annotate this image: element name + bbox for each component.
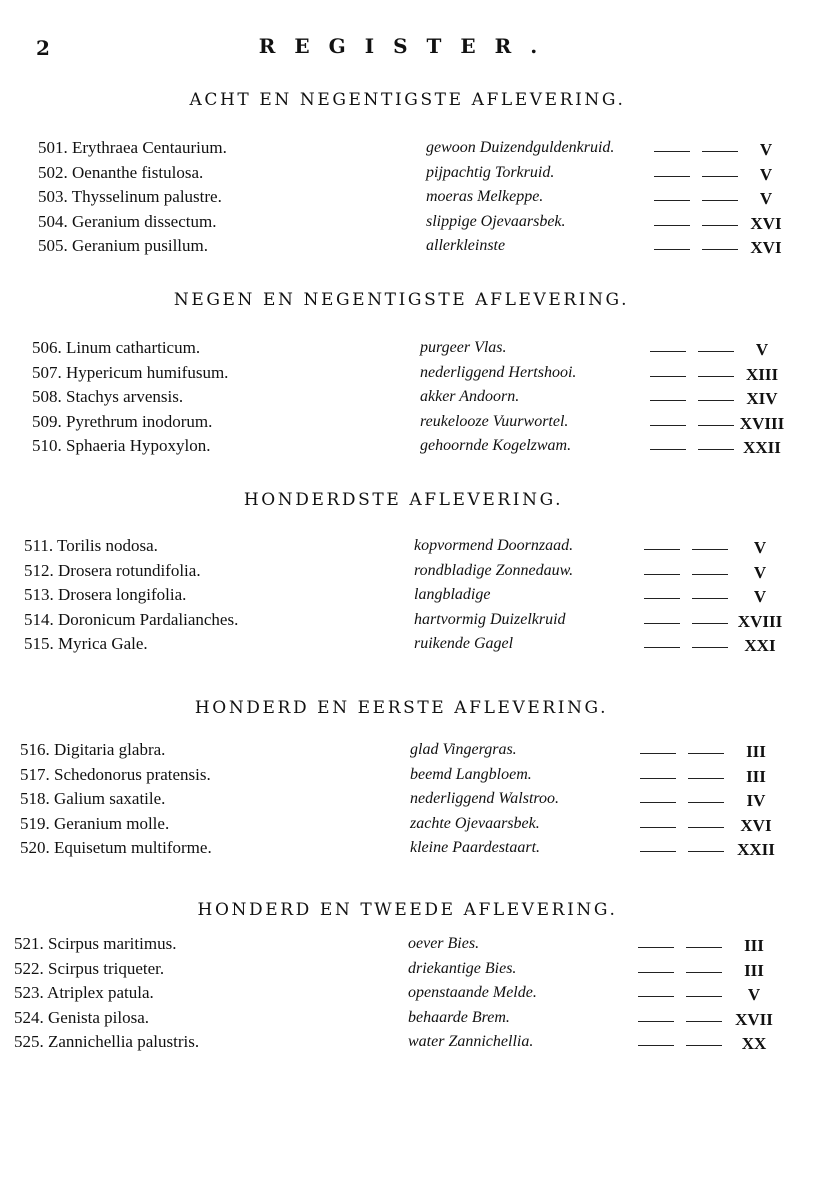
dutch-name: moeras Melkeppe. bbox=[426, 188, 544, 205]
register-entry bbox=[0, 765, 815, 789]
dutch-name: driekantige Bies. bbox=[408, 959, 517, 977]
plate-number: XVII bbox=[735, 1009, 773, 1029]
latin-name: 501. Erythraea Centaurium. bbox=[38, 138, 227, 157]
register-entry bbox=[0, 814, 815, 838]
latin-name: 522. Scirpus triqueter. bbox=[14, 958, 165, 978]
dutch-name: kopvormend Doornzaad. bbox=[414, 537, 574, 554]
latin-name: 505. Geranium pusillum. bbox=[38, 236, 208, 255]
dutch-name: beemd Langbloem. bbox=[410, 765, 532, 783]
dutch-name: reukelooze Vuurwortel. bbox=[420, 412, 569, 430]
leader-dash bbox=[688, 753, 724, 754]
register-entry bbox=[0, 1008, 815, 1032]
dutch-name: allerkleinste bbox=[426, 237, 506, 254]
page-number: 2 bbox=[36, 36, 50, 60]
latin-name: 517. Schedonorus pratensis. bbox=[20, 764, 211, 784]
plate-number: XXII bbox=[737, 840, 775, 859]
plate-number: V bbox=[747, 985, 761, 1004]
leader-dash bbox=[644, 623, 680, 624]
register-entry bbox=[0, 536, 815, 560]
leader-dash bbox=[688, 827, 724, 828]
leader-dash bbox=[686, 996, 722, 997]
register-entry bbox=[0, 236, 815, 260]
dutch-name: rondbladige Zonnedauw. bbox=[414, 561, 574, 579]
register-entry bbox=[0, 363, 815, 387]
latin-name: 502. Oenanthe fistulosa. bbox=[38, 162, 204, 182]
latin-name: 504. Geranium dissectum. bbox=[38, 211, 217, 231]
plate-number: V bbox=[753, 562, 767, 582]
dutch-name: langbladige bbox=[414, 586, 491, 603]
register-entry bbox=[0, 436, 815, 460]
leader-dash bbox=[640, 851, 676, 852]
register-entry bbox=[0, 959, 815, 983]
leader-dash bbox=[692, 598, 728, 599]
dutch-name: nederliggend Hertshooi. bbox=[420, 363, 577, 381]
register-entry bbox=[0, 634, 815, 658]
plate-number: V bbox=[755, 340, 769, 359]
leader-dash bbox=[650, 376, 686, 377]
dutch-name: nederliggend Walstroo. bbox=[410, 790, 560, 807]
plate-number: III bbox=[744, 960, 764, 980]
latin-name: 503. Thysselinum palustre. bbox=[38, 187, 222, 206]
register-entry bbox=[0, 934, 815, 958]
leader-dash bbox=[638, 1021, 674, 1022]
latin-name: 511. Torilis nodosa. bbox=[24, 536, 158, 555]
leader-dash bbox=[698, 449, 734, 450]
plate-number: XXI bbox=[744, 636, 776, 655]
register-entry bbox=[0, 740, 815, 764]
register-entry bbox=[0, 561, 815, 585]
leader-dash bbox=[650, 351, 686, 352]
plate-number: XVI bbox=[750, 238, 782, 257]
dutch-name: behaarde Brem. bbox=[408, 1008, 510, 1026]
dutch-name: water Zannichellia. bbox=[408, 1033, 534, 1050]
plate-number: XVIII bbox=[737, 611, 783, 631]
register-entry bbox=[0, 585, 815, 609]
plate-number: V bbox=[759, 189, 773, 208]
plate-number: XVIII bbox=[739, 413, 785, 433]
section-title: HONDERDSTE AFLEVERING. bbox=[243, 490, 564, 510]
dutch-name: oever Bies. bbox=[408, 935, 480, 952]
leader-dash bbox=[698, 400, 734, 401]
leader-dash bbox=[640, 827, 676, 828]
section-title: ACHT EN NEGENTIGSTE AFLEVERING. bbox=[189, 90, 626, 110]
dutch-name: openstaande Melde. bbox=[408, 984, 537, 1001]
latin-name: 509. Pyrethrum inodorum. bbox=[32, 411, 213, 431]
register-entry bbox=[0, 163, 815, 187]
leader-dash bbox=[688, 802, 724, 803]
leader-dash bbox=[686, 947, 722, 948]
latin-name: 513. Drosera longifolia. bbox=[24, 585, 187, 604]
plate-number: V bbox=[759, 140, 773, 159]
register-entry bbox=[0, 983, 815, 1007]
latin-name: 518. Galium saxatile. bbox=[20, 789, 166, 808]
leader-dash bbox=[654, 176, 690, 177]
dutch-name: gehoornde Kogelzwam. bbox=[420, 437, 572, 454]
latin-name: 507. Hypericum humifusum. bbox=[32, 362, 229, 382]
leader-dash bbox=[644, 598, 680, 599]
plate-number: V bbox=[753, 538, 767, 557]
dutch-name: glad Vingergras. bbox=[410, 741, 517, 758]
plate-number: XVI bbox=[750, 213, 782, 233]
leader-dash bbox=[688, 851, 724, 852]
latin-name: 516. Digitaria glabra. bbox=[20, 740, 166, 759]
leader-dash bbox=[640, 778, 676, 779]
dutch-name: ruikende Gagel bbox=[414, 635, 514, 652]
latin-name: 515. Myrica Gale. bbox=[24, 634, 148, 653]
leader-dash bbox=[638, 972, 674, 973]
plate-number: III bbox=[744, 936, 764, 955]
leader-dash bbox=[640, 802, 676, 803]
register-entry bbox=[0, 212, 815, 236]
dutch-name: gewoon Duizendguldenkruid. bbox=[426, 139, 615, 156]
leader-dash bbox=[692, 574, 728, 575]
latin-name: 520. Equisetum multiforme. bbox=[20, 838, 212, 857]
leader-dash bbox=[686, 972, 722, 973]
leader-dash bbox=[650, 400, 686, 401]
register-entry bbox=[0, 338, 815, 362]
leader-dash bbox=[644, 574, 680, 575]
latin-name: 510. Sphaeria Hypoxylon. bbox=[32, 436, 211, 455]
leader-dash bbox=[702, 151, 738, 152]
latin-name: 506. Linum catharticum. bbox=[32, 338, 201, 357]
leader-dash bbox=[638, 996, 674, 997]
latin-name: 525. Zannichellia palustris. bbox=[14, 1032, 200, 1051]
latin-name: 514. Doronicum Pardalianches. bbox=[24, 609, 239, 629]
leader-dash bbox=[644, 647, 680, 648]
leader-dash bbox=[702, 176, 738, 177]
plate-number: V bbox=[753, 587, 767, 606]
leader-dash bbox=[698, 351, 734, 352]
leader-dash bbox=[640, 753, 676, 754]
plate-number: XX bbox=[741, 1034, 767, 1053]
leader-dash bbox=[698, 425, 734, 426]
plate-number: XIII bbox=[745, 364, 779, 384]
latin-name: 519. Geranium molle. bbox=[20, 813, 170, 833]
plate-number: XIV bbox=[746, 389, 778, 408]
leader-dash bbox=[686, 1021, 722, 1022]
leader-dash bbox=[650, 449, 686, 450]
register-entry bbox=[0, 1032, 815, 1056]
plate-number: XXII bbox=[743, 438, 781, 457]
dutch-name: slippige Ojevaarsbek. bbox=[426, 212, 566, 230]
plate-number: V bbox=[759, 164, 773, 184]
register-entry bbox=[0, 138, 815, 162]
leader-dash bbox=[638, 1045, 674, 1046]
section-title: HONDERD EN EERSTE AFLEVERING. bbox=[194, 698, 609, 718]
plate-number: XVI bbox=[740, 815, 772, 835]
dutch-name: zachte Ojevaarsbek. bbox=[410, 814, 540, 832]
leader-dash bbox=[702, 249, 738, 250]
dutch-name: kleine Paardestaart. bbox=[410, 839, 541, 856]
latin-name: 524. Genista pilosa. bbox=[14, 1007, 150, 1027]
latin-name: 508. Stachys arvensis. bbox=[32, 387, 184, 406]
leader-dash bbox=[654, 200, 690, 201]
page-title: REGISTER. bbox=[258, 34, 557, 58]
leader-dash bbox=[654, 151, 690, 152]
leader-dash bbox=[654, 225, 690, 226]
leader-dash bbox=[688, 778, 724, 779]
register-entry bbox=[0, 387, 815, 411]
leader-dash bbox=[644, 549, 680, 550]
leader-dash bbox=[650, 425, 686, 426]
dutch-name: purgeer Vlas. bbox=[420, 339, 507, 356]
register-entry bbox=[0, 838, 815, 862]
register-entry bbox=[0, 187, 815, 211]
dutch-name: akker Andoorn. bbox=[420, 388, 520, 405]
leader-dash bbox=[654, 249, 690, 250]
leader-dash bbox=[698, 376, 734, 377]
leader-dash bbox=[638, 947, 674, 948]
leader-dash bbox=[692, 647, 728, 648]
section-title: HONDERD EN TWEEDE AFLEVERING. bbox=[197, 900, 618, 920]
dutch-name: pijpachtig Torkruid. bbox=[426, 163, 555, 181]
leader-dash bbox=[692, 549, 728, 550]
plate-number: III bbox=[746, 742, 766, 761]
leader-dash bbox=[686, 1045, 722, 1046]
latin-name: 512. Drosera rotundifolia. bbox=[24, 560, 201, 580]
register-entry bbox=[0, 789, 815, 813]
section-title: NEGEN EN NEGENTIGSTE AFLEVERING. bbox=[173, 290, 630, 310]
leader-dash bbox=[692, 623, 728, 624]
dutch-name: hartvormig Duizelkruid bbox=[414, 610, 566, 628]
latin-name: 521. Scirpus maritimus. bbox=[14, 934, 177, 953]
register-entry bbox=[0, 610, 815, 634]
register-entry bbox=[0, 412, 815, 436]
leader-dash bbox=[702, 225, 738, 226]
plate-number: III bbox=[746, 766, 766, 786]
leader-dash bbox=[702, 200, 738, 201]
plate-number: IV bbox=[746, 791, 766, 810]
latin-name: 523. Atriplex patula. bbox=[14, 983, 154, 1002]
